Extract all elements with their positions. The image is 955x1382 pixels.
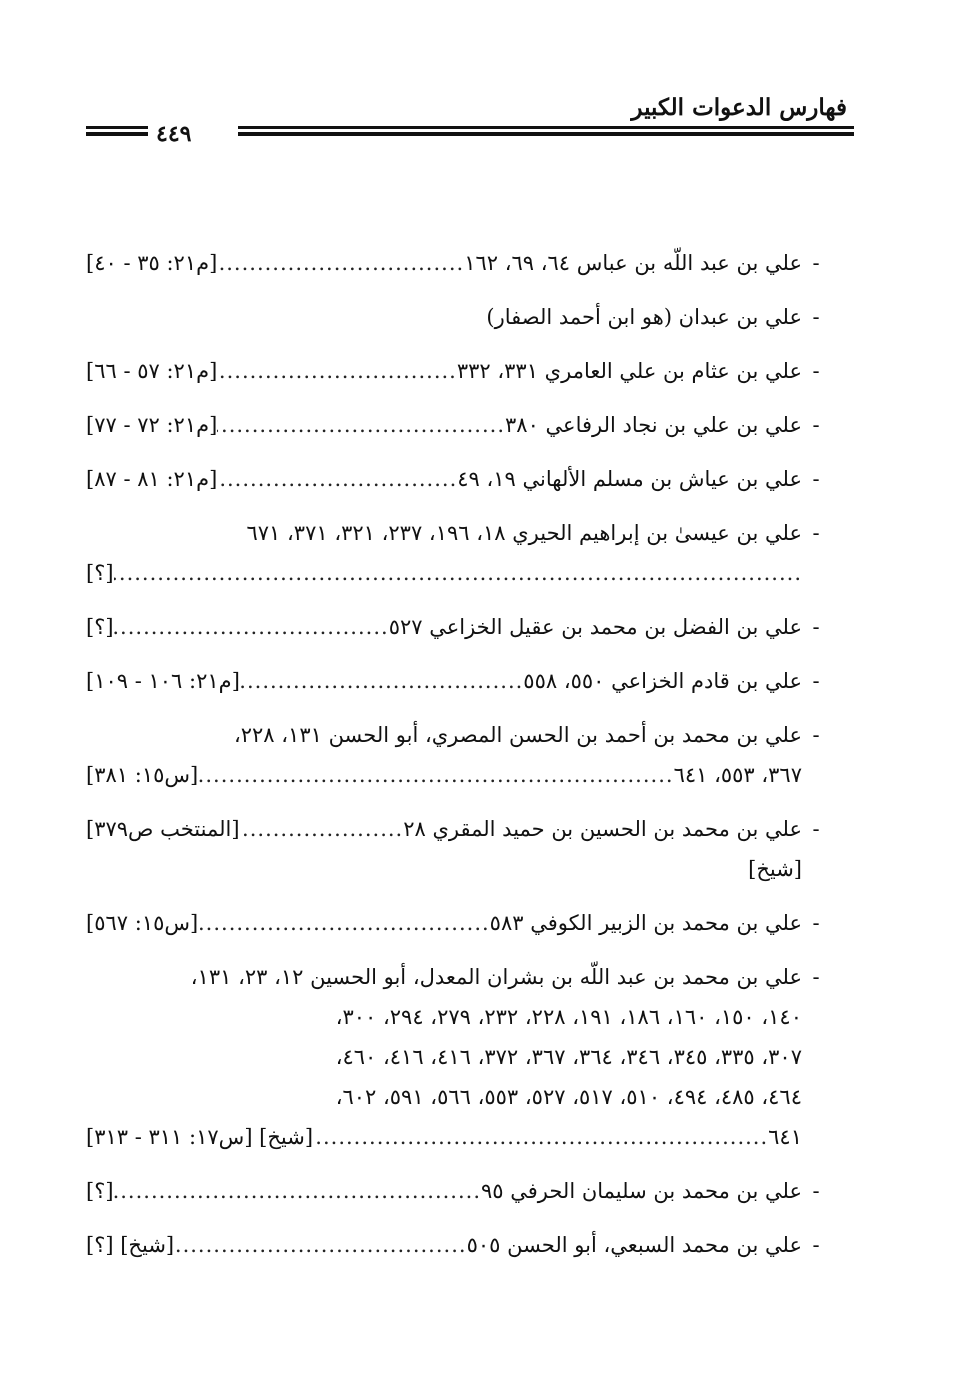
entry-line bbox=[86, 243, 802, 283]
entry-dash: - bbox=[812, 615, 820, 639]
entry-text: علي بن محمد بن الزبير الكوفي ٥٨٣ bbox=[489, 911, 802, 935]
index-entry bbox=[86, 809, 830, 889]
entry-line bbox=[86, 1225, 802, 1265]
entry-line bbox=[86, 607, 802, 647]
dot-leader bbox=[198, 755, 673, 795]
entry-text: علي بن الفضل بن محمد بن عقيل الخزاعي ٥٢٧ bbox=[388, 615, 802, 639]
line-gap bbox=[86, 957, 191, 997]
entry-reference: [؟] bbox=[86, 1179, 114, 1203]
entry-reference: [؟] [شيخ] bbox=[86, 1233, 175, 1257]
entry-body bbox=[86, 351, 802, 391]
entry-text: ٣٦٧، ٥٥٣، ٦٤١ bbox=[673, 763, 802, 787]
index-entry bbox=[86, 607, 830, 647]
entry-reference: [؟] bbox=[86, 615, 114, 639]
dot-leader bbox=[217, 459, 457, 499]
entry-line bbox=[86, 405, 802, 445]
entry-line bbox=[86, 849, 802, 889]
entry-line bbox=[86, 755, 802, 795]
page-number: ٤٤٩ bbox=[156, 121, 192, 147]
entry-reference: [س١٥: ٥٦٧] bbox=[86, 911, 199, 935]
entry-dash: - bbox=[812, 467, 820, 491]
entry-text: علي بن محمد بن أحمد بن الحسن المصري، أبو الحسن ١٣١، ٢٢٨، bbox=[233, 723, 802, 747]
entry-line bbox=[86, 661, 802, 701]
entry-line bbox=[86, 903, 802, 943]
entry-reference: [س١٧: ٣١١ - ٣١٣] [شيخ] bbox=[86, 1125, 314, 1149]
dot-leader bbox=[217, 405, 505, 445]
entry-dash: - bbox=[812, 911, 820, 935]
entry-text: ٣٠٧، ٣٣٥، ٣٤٥، ٣٤٦، ٣٦٤، ٣٦٧، ٣٧٢، ٤١٦، ٤١٦، ٤٦٠، bbox=[335, 1045, 802, 1069]
entry-body bbox=[86, 957, 802, 1157]
entry-text: ٤٦٤، ٤٨٥، ٤٩٤، ٥١٠، ٥١٧، ٥٢٧، ٥٥٣، ٥٦٦، ٥٩١، ٦٠٢، bbox=[335, 1085, 802, 1109]
index-entry bbox=[86, 1225, 830, 1265]
entry-reference: [م٢١: ٧٢ - ٧٧] bbox=[86, 413, 218, 437]
entry-dash: - bbox=[812, 669, 820, 693]
line-gap bbox=[86, 513, 247, 553]
dot-leader bbox=[114, 1171, 481, 1211]
dot-leader bbox=[174, 1225, 466, 1265]
header-rule-right-top bbox=[238, 126, 854, 129]
entry-reference: [م٢١: ٥٧ - ٦٦] bbox=[86, 359, 218, 383]
entry-dash: - bbox=[812, 723, 820, 747]
entry-line bbox=[86, 997, 802, 1037]
entry-text: علي بن عبد اللّه بن عباس ٦٤، ٦٩، ١٦٢ bbox=[464, 251, 802, 275]
entry-text: علي بن قادم الخزاعي ٥٥٠، ٥٥٨ bbox=[523, 669, 802, 693]
header-rule-left-top bbox=[86, 126, 148, 129]
entry-dash: - bbox=[812, 1233, 820, 1257]
line-gap bbox=[86, 1077, 336, 1117]
line-gap bbox=[86, 849, 748, 889]
index-entry bbox=[86, 715, 830, 795]
entry-dash: - bbox=[812, 251, 820, 275]
entry-text: ١٤٠، ١٥٠، ١٦٠، ١٨٦، ١٩١، ٢٢٨، ٢٣٢، ٢٧٩، ٢٩٤، ٣٠٠، bbox=[335, 1005, 802, 1029]
index-entry bbox=[86, 1171, 830, 1211]
entry-dash: - bbox=[812, 1179, 820, 1203]
index-entry bbox=[86, 513, 830, 593]
entry-line bbox=[86, 809, 802, 849]
entry-body bbox=[86, 297, 802, 337]
line-gap bbox=[86, 1037, 336, 1077]
entry-reference: [؟] bbox=[86, 561, 114, 585]
entry-line bbox=[86, 1077, 802, 1117]
entry-body bbox=[86, 459, 802, 499]
entry-body bbox=[86, 243, 802, 283]
entry-body bbox=[86, 903, 802, 943]
entry-text: علي بن عثام بن علي العامري ٣٣١، ٣٣٢ bbox=[456, 359, 802, 383]
entry-dash: - bbox=[812, 413, 820, 437]
entry-reference: [م٢١: ٨١ - ٨٧] bbox=[86, 467, 218, 491]
header-rule-left-bottom bbox=[86, 132, 148, 136]
entry-line bbox=[86, 1037, 802, 1077]
line-gap bbox=[86, 997, 336, 1037]
header-rule-right-bottom bbox=[238, 132, 854, 136]
entry-line bbox=[86, 459, 802, 499]
dot-leader bbox=[313, 1117, 768, 1157]
entry-body bbox=[86, 405, 802, 445]
entry-body bbox=[86, 715, 802, 795]
entry-body bbox=[86, 513, 802, 593]
entry-reference: [س١٥: ٣٨١] bbox=[86, 763, 199, 787]
entry-body bbox=[86, 1171, 802, 1211]
entry-body bbox=[86, 607, 802, 647]
entry-line bbox=[86, 957, 802, 997]
entry-text: علي بن عبدان (هو ابن أحمد الصفار) bbox=[486, 305, 802, 329]
entry-text: ٦٤١ bbox=[768, 1125, 802, 1149]
index-entry bbox=[86, 297, 830, 337]
entry-reference: [م٢١: ١٠٦ - ١٠٩] bbox=[86, 669, 240, 693]
line-gap bbox=[86, 715, 234, 755]
entry-text: علي بن محمد بن الحسين بن حميد المقري ٢٨ bbox=[403, 817, 802, 841]
entry-dash: - bbox=[812, 817, 820, 841]
entry-body bbox=[86, 1225, 802, 1265]
index-entries bbox=[86, 243, 830, 1279]
entry-text: علي بن محمد بن سليمان الحرفي ٩٥ bbox=[481, 1179, 802, 1203]
entry-text: [شيخ] bbox=[748, 857, 802, 881]
entry-reference: [المنتخب ص٣٧٩] bbox=[86, 817, 240, 841]
dot-leader bbox=[114, 553, 802, 593]
index-entry bbox=[86, 903, 830, 943]
entry-dash: - bbox=[812, 359, 820, 383]
entry-line bbox=[86, 513, 802, 553]
line-gap bbox=[86, 297, 486, 337]
dot-leader bbox=[217, 351, 457, 391]
index-entry bbox=[86, 405, 830, 445]
entry-text: علي بن عيسىٰ بن إبراهيم الحيري ١٨، ١٩٦، ٢٣٧، ٣٢١، ٣٧١، ٦٧١ bbox=[246, 521, 802, 545]
entry-body bbox=[86, 809, 802, 889]
index-entry bbox=[86, 661, 830, 701]
entry-reference: [م٢١: ٣٥ - ٤٠] bbox=[86, 251, 218, 275]
entry-body bbox=[86, 661, 802, 701]
entry-line bbox=[86, 553, 802, 593]
dot-leader bbox=[240, 809, 404, 849]
index-entry bbox=[86, 957, 830, 1157]
entry-text: علي بن عياش بن مسلم الألهاني ١٩، ٤٩ bbox=[457, 467, 802, 491]
index-entry bbox=[86, 459, 830, 499]
running-header-title: فهارس الدعوات الكبير bbox=[631, 94, 847, 121]
dot-leader bbox=[240, 661, 523, 701]
dot-leader bbox=[114, 607, 389, 647]
entry-text: علي بن علي بن نجاد الرفاعي ٣٨٠ bbox=[505, 413, 802, 437]
index-entry bbox=[86, 243, 830, 283]
index-entry bbox=[86, 351, 830, 391]
dot-leader bbox=[198, 903, 489, 943]
entry-dash: - bbox=[812, 305, 820, 329]
entry-text: علي بن محمد بن عبد اللّه بن بشران المعدل، أبو الحسين ١٢، ٢٣، ١٣١، bbox=[190, 965, 802, 989]
dot-leader bbox=[217, 243, 464, 283]
entry-line bbox=[86, 715, 802, 755]
entry-line bbox=[86, 297, 802, 337]
entry-text: علي بن محمد السبعي، أبو الحسن ٥٠٥ bbox=[466, 1233, 802, 1257]
entry-line bbox=[86, 351, 802, 391]
entry-line bbox=[86, 1171, 802, 1211]
entry-dash: - bbox=[812, 521, 820, 545]
entry-line bbox=[86, 1117, 802, 1157]
entry-dash: - bbox=[812, 965, 820, 989]
